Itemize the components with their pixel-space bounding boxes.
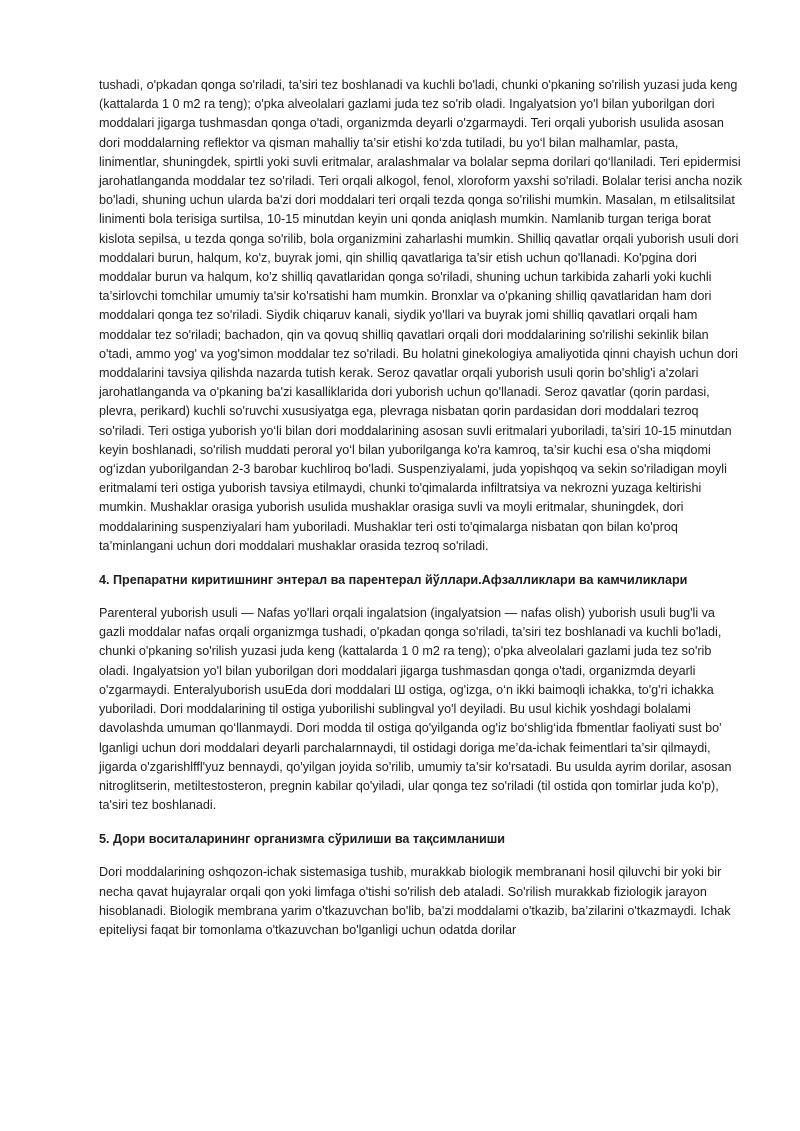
paragraph-administration-routes: tushadi, o'pkadan qonga so'riladi, ta’siri tez boshlanadi va kuchli bo'ladi, chunki o'pkaning so'rilish yuzasi juda keng (kattalarda 1 0 m2 ra teng); o'pka alveolalari gazlami juda tez so'rib oladi. Ingalyatsion yo'l bilan yuborilgan dori moddalari jigarga tushmasdan qonga o'tadi, organizmda deyarli o'zgarmaydi. Teri orqali yuborish usulida asosan dori moddalarning reflektor va qisman mahalliy ta’sir etishi ko‘zda tutiladi, bu yo‘l bilan malhamlar, pasta, linimentlar, shuningdek, spirtli yoki suvli eritmalar, aralashmalar va bolalar sepma dorilari qo‘llaniladi. Teri epidermisi jarohatlanganda moddalar tez so'riladi. Teri orqali alkogol, fenol, xloroform yaxshi so'riladi. Bolalar terisi ancha nozik bo'ladi, shuning uchun ularda ba'zi dori moddalari teri orqali tezda qonga so'rilishi mumkin. Masalan, m etilsalitsilat linimenti bola terisiga surtilsa, 10-15 minutdan keyin uni qonda aniqlash mumkin. Namlanib turgan teriga borat kislota sepilsa, u tezda qonga so'rilib, bola organizmini zaharlashi mumkin. Shilliq qavatlar orqali yuborish usuli dori moddalari burun, halqum, ko'z, buyrak jomi, qin shilliq qavatlariga ta’sir etish uchun qo'llanadi. Ko'pgina dori moddalar burun va halqum, ko'z shilliq qavatlaridan qonga so'riladi, shuning uchun tarkibida zaharli yoki kuchli ta’sirlovchi tomchilar umumiy ta'sir ko'rsatishi ham mumkin. Bronxlar va o'pkaning shilliq qavatlaridan ham dori moddalari qonga tez so'riladi. Siydik chiqaruv kanali, siydik yo'llari va buyrak jomi shilliq qavatlari orqali ham moddalar tez so'riladi; bachadon, qin va qovuq shilliq qavatlari orqali dori moddalarining so'rilishi sekinlik bilan o'tadi, ammo yog' va yog'simon moddalar tez so'riladi. Bu holatni ginekologiya amaliyotida qinni chayish uchun dori moddalarini tavsiya qilishda nazarda tutish kerak. Seroz qavatlar orqali yuborish usuli qorin bo'shlig'i a'zolari jarohatlanganda va o'pkaning ba'zi kasalliklarida dori yuborish uchun qo'llanadi. Seroz qavatlar (qorin pardasi, plevra, perikard) kuchli so'ruvchi xususiyatga ega, plevraga nisbatan qorin pardasidan dori moddalari tezroq so'riladi. Teri ostiga yuborish yo‘li bilan dori moddalarining asosan suvli eritmalari yuboriladi, ta’siri 10-15 minutdan keyin boshlanadi, so'rilish muddati peroral yo‘l bilan yuborilganga ko'ra kamroq, ta’sir kuchi esa o'sha miqdomi og‘izdan yuborilgandan 2-3 barobar kuchliroq bo'ladi. Suspenziyalami, juda yopishqoq va sekin so'riladigan moyli eritmalami teri ostiga yuborish tavsiya etilmaydi, chunki to'qimalarda infiltratsiya va nekrozni yuzaga keltirishi mumkin. Mushaklar orasiga yuborish usulida mushaklar orasiga suvli va moyli eritmalar, shuningdek, dori moddalarining suspenziyalari ham yuboriladi. Mushaklar teri osti to'qimalarga nisbatan qon bilan ko'proq ta’minlangani uchun dori moddalari mushaklar orasida tezroq so'riladi. — [99, 78, 742, 553]
section-heading-5: 5. Дори воситаларининг организмга сўрилиши ва тақсимланиши — [99, 832, 506, 847]
section-heading-4: 4. Препаратни киритишнинг энтерал ва парентерал йўллари.Афзалликлари ва камчиликлари — [99, 573, 688, 588]
paragraph-absorption: Dori moddalarining oshqozon-ichak sistemasiga tushib, murakkab biologik membranani hosil qiluvchi bir yoki bir necha qavat hujayralar orqali qon yoki limfaga o'tishi so'rilish deb ataladi. So'rilish murakkab fiziologik jarayon hisoblanadi. Biologik membrana yarim o'tkazuvchan bo'lib, ba'zi moddalami o'tkazib, ba’zilarini o'tkazmaydi. Ichak epiteliysi faqat bir tomonlama o'tkazuvchan bo'lganligi uchun odatda dorilar — [99, 865, 731, 937]
paragraph-parenteral-enteral: Parenteral yuborish usuli — Nafas yo'llari orqali ingalatsion (ingalyatsion — nafas olish) yuborish usuli bug'li va gazli moddalar nafas orqali organizmga tushadi, o'pkadan qonga so'riladi, ta’siri tez boshlanadi va kuchli bo'ladi, chunki o'pkaning so'rilish yuzasi juda keng (kattalarda 1 0 m2 ra teng); o'pka alveolalari gazlami juda tez so'rib oladi. Ingalyatsion yo'l bilan yuborilgan dori moddalari jigarga tushmasdan qonga o'tadi, organizmda deyarli o'zgarmaydi. Enteralyuborish usuEda dori moddalari Ш ostiga, og'izga, o‘n ikki baimoqli ichakka, to'g'ri ichakka yuboriladi. Dori moddalarining til ostiga yuborilishi sublingval yo'l deyiladi. Bu usul kichik yoshdagi bolalami davolashda umuman qo‘llanmaydi. Dori modda til ostiga qo'yilganda og'iz bo‘shlig‘ida fbmentlar faoliyati sust bo' lganligi uchun dori moddalari deyarli parchalarnnaydi, til ostidagi doriga me’da-ichak feimentlari ta’sir qilmaydi, jigarda o'zgarishlffl'yuz bennaydi, qo'yilgan joyida so'rilib, umumiy ta’sir ko'rsatadi. Bu usulda ayrim dorilar, asosan nitroglitserin, metiltestosteron, pregnin kabilar qo'yiladi, ular qonga tez so'riladi (til ostida qon tomirlar juda ko'p), ta'siri tez boshlanadi. — [99, 606, 732, 813]
document-page — [99, 76, 742, 940]
